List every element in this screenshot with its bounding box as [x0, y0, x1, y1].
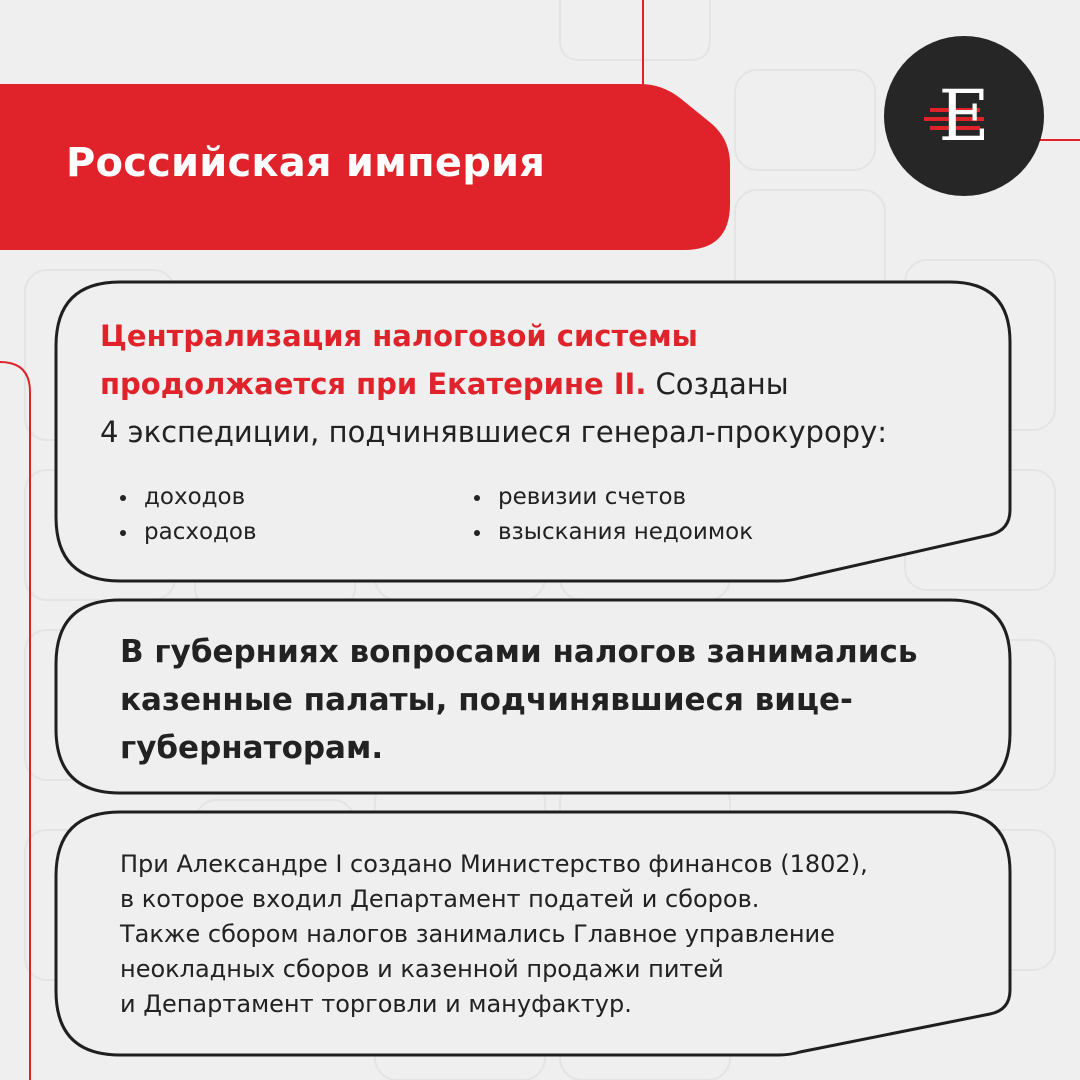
card3-line: неокладных сборов и казенной продажи питей [120, 955, 724, 983]
card3-paragraph [120, 847, 980, 1022]
list-item: ревизии счетов [472, 480, 753, 515]
card3-line: При Александре I создано Министерство финансов (1802), [120, 850, 868, 878]
card3-line: и Департамент торговли и мануфактур. [120, 990, 632, 1018]
card1-highlight-line: Централизация налоговой системы [100, 319, 698, 353]
page-title: Российская империя [66, 140, 546, 186]
card3-line: Также сбором налогов занимались Главное управление [120, 920, 835, 948]
card2-line: В губерниях вопросами налогов занимались [120, 634, 918, 670]
card3-line: в которое входил Департамент податей и сборов. [120, 885, 760, 913]
list-item: взыскания недоимок [472, 515, 753, 550]
list-item: расходов [118, 515, 257, 550]
card2-line: казенные палаты, подчинявшиеся вице- [120, 682, 853, 718]
card1-highlight-line: продолжается при Екатерине II. [100, 367, 647, 401]
card2-line: губернаторам. [120, 730, 384, 766]
list-item: доходов [118, 480, 257, 515]
logo-letter: Е [938, 75, 990, 157]
card1-text-tail: Созданы [646, 367, 789, 401]
card1-text-line: 4 экспедиции, подчинявшиеся генерал-прокурору: [100, 415, 888, 449]
